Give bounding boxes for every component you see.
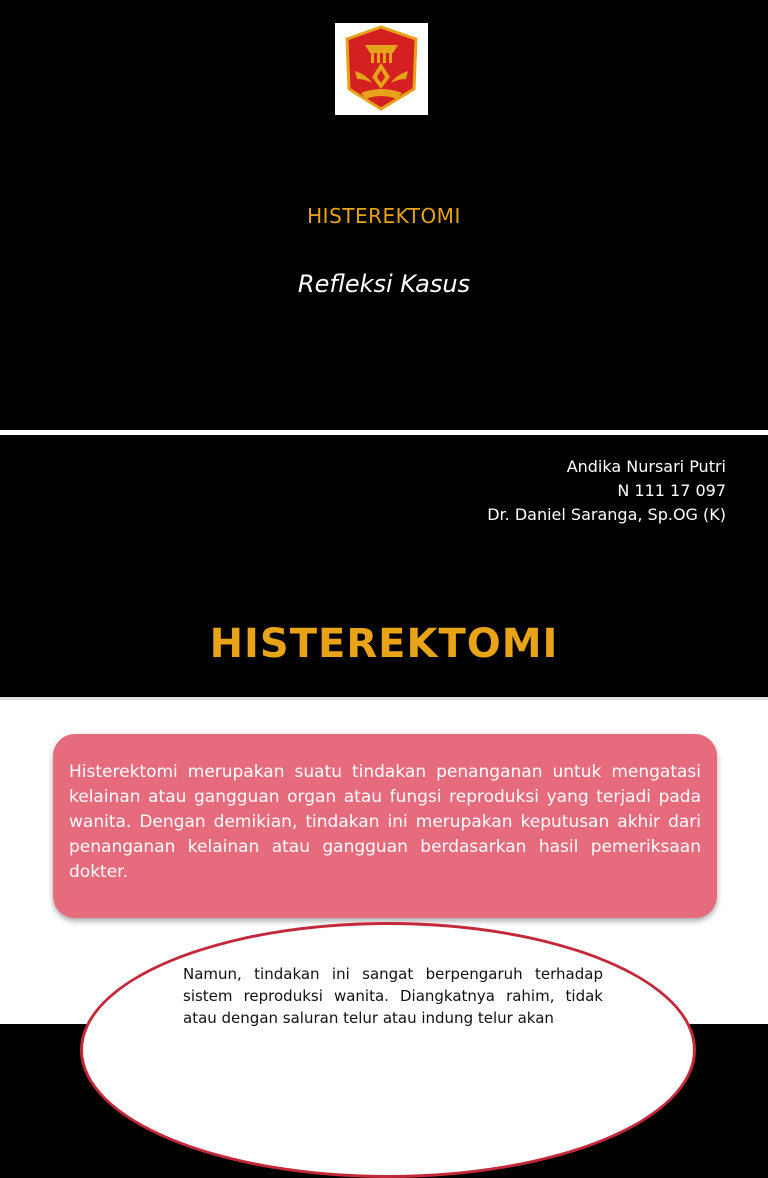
university-logo xyxy=(335,23,428,115)
definition-text: Histerektomi merupakan suatu tindakan penanganan untuk mengatasi kelainan atau gangguan organ atau fungsi reproduksi yang terjadi pada wanita. Dengan demikian, tindakan ini merupakan keputusan akhir dari penanganan kelainan atau gangguan berdasarkan hasil pemeriksaan dokter. xyxy=(69,762,701,882)
student-id: N 111 17 097 xyxy=(617,481,726,500)
title-slide xyxy=(0,0,768,432)
section-title: HISTEREKTOMI xyxy=(209,621,559,667)
slide-title: HISTEREKTOMI xyxy=(307,204,461,228)
content-slide xyxy=(0,697,768,1027)
supervisor-name: Dr. Daniel Saranga, Sp.OG (K) xyxy=(487,505,726,524)
credits-slide xyxy=(0,435,768,697)
impact-oval xyxy=(80,922,696,1178)
definition-box xyxy=(53,734,717,918)
impact-text: Namun, tindakan ini sangat berpengaruh terhadap sistem reproduksi wanita. Diangkatnya rahim, tidak atau dengan saluran telur atau indung telur akan xyxy=(183,965,603,1027)
slide-subtitle: Refleksi Kasus xyxy=(297,270,471,298)
credits-block xyxy=(487,455,726,527)
slide-top-border xyxy=(0,697,768,700)
author-name: Andika Nursari Putri xyxy=(566,457,726,476)
